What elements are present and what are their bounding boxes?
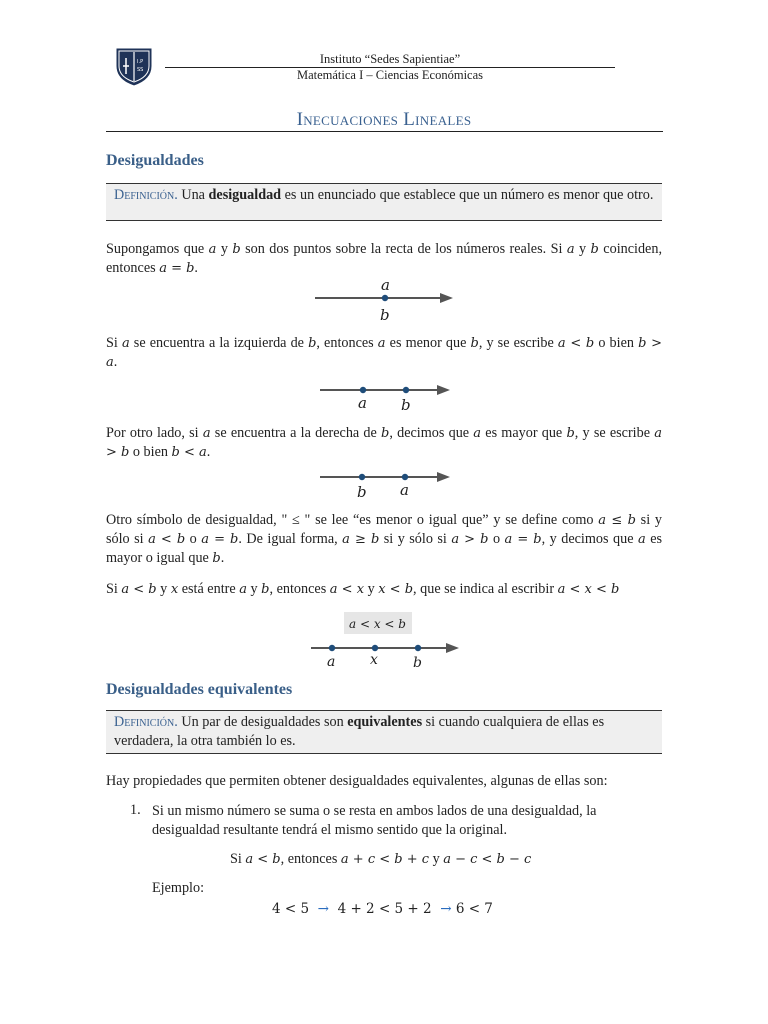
definition-text: Un par de desigualdades son: [177, 714, 348, 730]
definition-box-desigualdad: [106, 183, 662, 221]
definition-text: es un enunciado que establece que un número es menor que otro.: [281, 187, 654, 203]
definition-box-equivalentes: [106, 710, 662, 754]
line4-label-b: b: [413, 655, 422, 671]
definition-label: Definición.: [114, 187, 178, 203]
svg-text:I.P: I.P: [137, 59, 144, 65]
right-arrow-icon: →: [317, 901, 329, 917]
shield-icon: [114, 44, 154, 88]
school-logo: [114, 44, 154, 88]
line1-label-bottom: b: [380, 306, 390, 324]
line3-label-right: a: [400, 481, 409, 499]
number-line-equal: [310, 276, 460, 324]
definition-text: si cuando cualquiera de ellas es verdadera, la otra también lo es.: [114, 714, 605, 749]
course-name: Matemática I – Ciencias Económicas: [296, 68, 484, 82]
svg-text:SS: SS: [137, 67, 144, 73]
example-label: Ejemplo:: [152, 880, 205, 896]
number-line-a-greater-b: [315, 467, 465, 501]
line4-label-x: x: [370, 652, 378, 668]
list-item-text: Si un mismo número se suma o se resta en ambos lados de una desigualdad, la desigualdad resultante tendrá el mismo sentido que la original.: [152, 803, 597, 838]
line4-label-a: a: [327, 654, 336, 670]
paragraph-coinciden: Supongamos que a y b son dos puntos sobre la recta de los números reales. Si a y b coinciden, entonces a = b.: [106, 241, 662, 276]
title-rule: [106, 131, 663, 132]
list-item-number: 1.: [130, 802, 141, 818]
definition-text: Una: [177, 187, 209, 203]
paragraph-entre: Si a < b y x está entre a y b, entonces a < x y x < b, que se indica al escribir a < x < b: [106, 581, 620, 597]
example-expression: 4 < 5 → 4 + 2 < 5 + 2 → 6 < 7: [272, 901, 493, 917]
section-heading-equivalentes: Desigualdades equivalentes: [106, 681, 293, 698]
number-line-a-less-b: [315, 380, 465, 414]
paragraph-derecha: Por otro lado, si a se encuentra a la derecha de b, decimos que a es mayor que b, y se escribe a > b o bien b < a.: [106, 425, 662, 460]
paragraph-izquierda: Si a se encuentra a la izquierda de b, entonces a es menor que b, y se escribe a < b o bien b > a.: [106, 335, 662, 370]
line3-label-left: b: [357, 483, 367, 501]
paragraph-propiedades: Hay propiedades que permiten obtener desigualdades equivalentes, algunas de ellas son:: [106, 773, 608, 789]
section-heading-desigualdades: Desigualdades: [106, 152, 204, 169]
definition-label: Definición.: [114, 714, 178, 730]
number-line-between: [308, 610, 468, 672]
institution-name: Instituto “Sedes Sapientiae”: [319, 52, 461, 66]
line4-box-label: a < x < b: [349, 617, 406, 631]
line2-label-left: a: [358, 394, 367, 412]
definition-term: equivalentes: [347, 714, 423, 730]
line1-label-top: a: [381, 276, 390, 294]
right-arrow-icon: →: [440, 901, 452, 917]
page-title: Inecuaciones Lineales: [296, 109, 472, 130]
line2-label-right: b: [401, 396, 411, 414]
paragraph-menor-igual: Otro símbolo de desigualdad, " ≤ " se lee “es menor o igual que” y se define como a ≤ b si y sólo si a < b o a = b. De igual forma, a ≥ b si y sólo si a > b o a = b, y decimos que a es mayor o igual que b.: [106, 512, 663, 566]
definition-term: desigualdad: [208, 187, 282, 203]
property-rule: Si a < b, entonces a + c < b + c y a − c < b − c: [230, 851, 532, 867]
